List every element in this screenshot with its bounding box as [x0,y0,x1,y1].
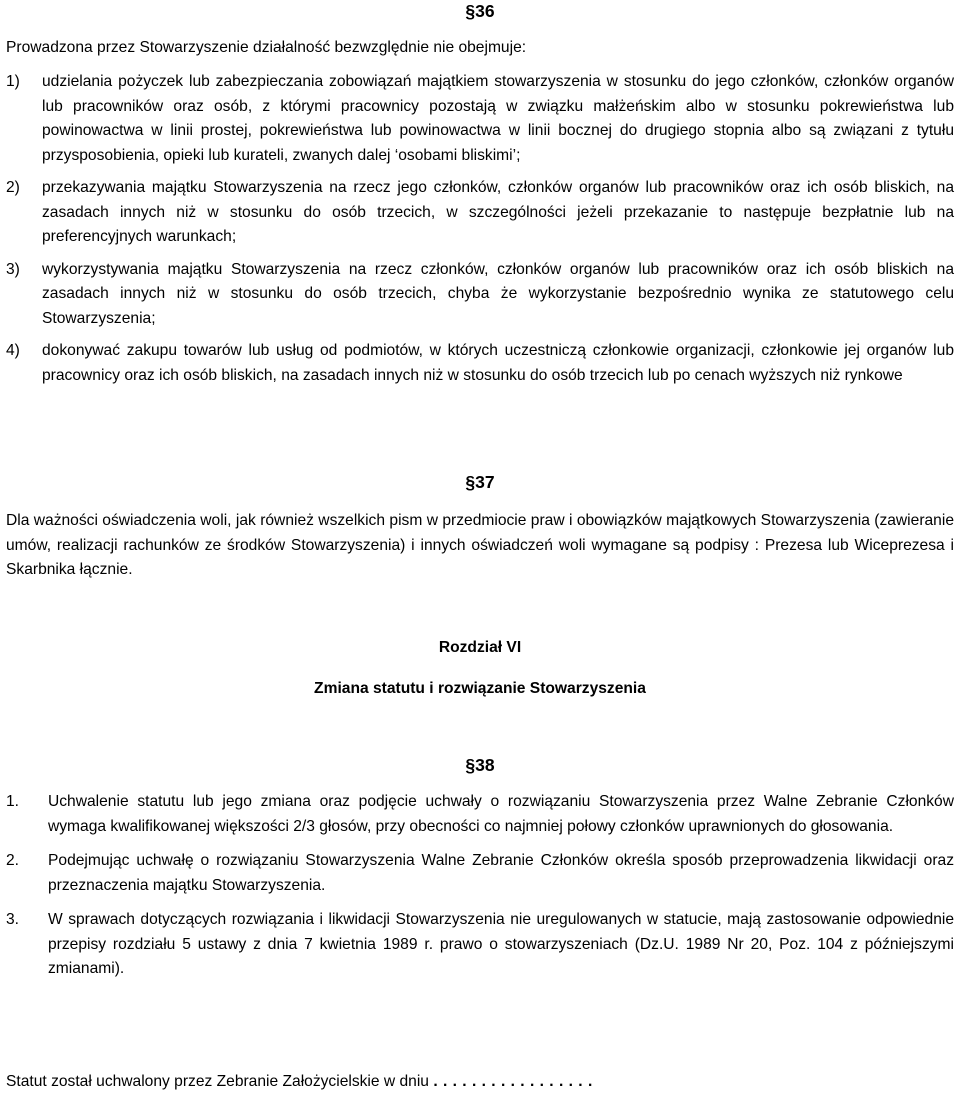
section-38-list [6,790,954,982]
chapter-subtitle: Zmiana statutu i rozwiązanie Stowarzyszenia [314,680,646,697]
list-item-text: udzielania pożyczek lub zabezpieczania zobowiązań majątkiem stowarzyszenia w stosunku do jego członków, członków organów lub pracowników oraz osób, z którymi pracownicy pozostają w związku małżeńskim albo w stosunku pokrewieństwa lub powinowactwa w linii prostej, pokrewieństwa lub powinowactwa w linii bocznej do drugiego stopnia albo są związani z tytułu przysposobienia, opieki lub kurateli, zwanych dalej ‘osobami bliskimi’; [42,73,954,164]
list-item [6,908,954,982]
section-38-heading: §38 [465,755,495,775]
adoption-text: Statut został uchwalony przez Zebranie Założycielskie w dniu [6,1073,429,1090]
list-item-number: 1. [6,793,20,810]
list-item [6,849,954,898]
list-item-number: 4) [6,342,20,359]
list-item [6,339,954,388]
list-item-text: Podejmując uchwałę o rozwiązaniu Stowarzyszenia Walne Zebranie Członków określa sposób przeprowadzenia likwidacji oraz przeznaczenia majątku Stowarzyszenia. [48,852,954,894]
section-37-text: Dla ważności oświadczenia woli, jak również wszelkich pism w przedmiocie praw i obowiązków majątkowych Stowarzyszenia (zawieranie umów, realizacji rachunków ze środków Stowarzyszenia) i innych oświadczeń woli wymagane są podpisy : Prezesa lub Wiceprezesa i Skarbnika łącznie. [6,512,954,578]
section-37-heading: §37 [465,472,495,492]
list-item-text: wykorzystywania majątku Stowarzyszenia na rzecz członków, członków organów lub pracowników oraz ich osób bliskich na zasadach innych niż w stosunku do osób trzecich, chyba że wykorzystanie bezpośrednio wynika ze statutowego celu Stowarzyszenia; [42,260,954,327]
list-item-text: przekazywania majątku Stowarzyszenia na rzecz jego członków, członków organów lub pracowników oraz ich osób bliskich, na zasadach innych niż w stosunku do osób trzecich, w szczególności jeżeli przekazanie to następuje bezpłatnie lub na preferencyjnych warunkach; [42,179,954,245]
list-item [6,258,954,332]
list-item-number: 1) [6,73,20,90]
section-36-heading: §36 [465,1,495,21]
date-placeholder-dots: . . . . . . . . . . . . . . . . . [433,1073,593,1090]
list-item-number: 2. [6,852,20,869]
list-item-number: 2) [6,179,20,196]
list-item-text: W sprawach dotyczących rozwiązania i likwidacji Stowarzyszenia nie uregulowanych w statucie, mają zastosowanie odpowiednie przepisy rozdziału 5 ustawy z dnia 7 kwietnia 1989 r. prawo o stowarzyszeniach (Dz.U. 1989 Nr 20, Poz. 104 z późniejszymi zmianami). [48,911,954,977]
list-item-number: 3) [6,260,20,278]
adoption-statement [6,1070,593,1095]
section-36-intro: Prowadzona przez Stowarzyszenie działalność bezwzględnie nie obejmuje: [6,39,527,56]
chapter-title: Rozdział VI [438,639,522,656]
list-item-number: 3. [6,911,20,928]
list-item-text: Uchwalenie statutu lub jego zmiana oraz podjęcie uchwały o rozwiązaniu Stowarzyszenia przez Walne Zebranie Członków wymaga kwalifikowanej większości 2/3 głosów, przy obecności co najmniej połowy członków uprawnionych do głosowania. [48,793,954,835]
list-item [6,70,954,168]
list-item-text: dokonywać zakupu towarów lub usług od podmiotów, w których uczestniczą członkowie organizacji, członkowie jej organów lub pracownicy oraz ich osób bliskich, na zasadach innych niż w stosunku do osób trzecich lub po cenach wyższych niż rynkowe [42,342,954,384]
section-36-list [6,70,954,388]
list-item [6,790,954,839]
list-item [6,176,954,250]
